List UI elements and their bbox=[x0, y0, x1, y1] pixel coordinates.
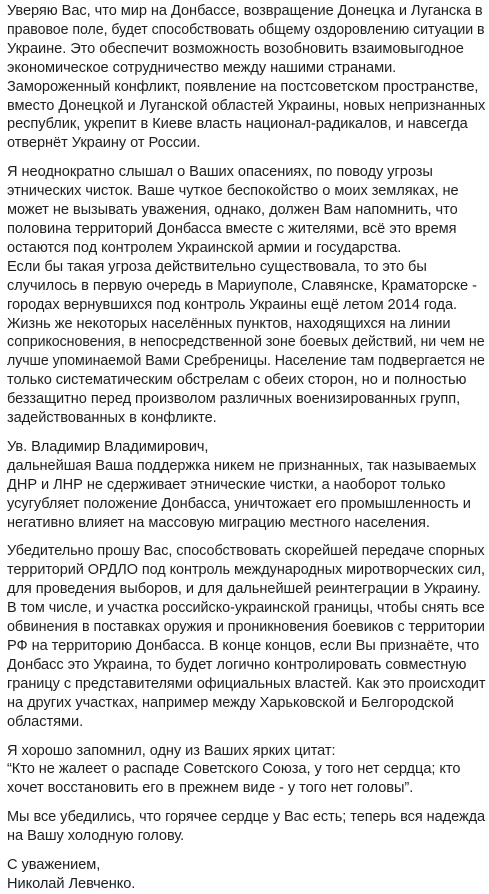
text-line: экономическое сотрудничество между нашими странами. bbox=[7, 59, 397, 76]
text-line: остаются под контролем Украинской армии и государства. bbox=[7, 239, 402, 256]
text-line: городах вернувшихся под контроль Украины ещё летом 2014 года. bbox=[7, 296, 458, 313]
text-line: лучше упоминаемой Вами Сребреницы. Население там подвергается не bbox=[7, 353, 485, 370]
text-line: случилось в первую очередь в Мариуполе, Славянске, Краматорске - bbox=[7, 277, 477, 294]
signature-name: Николай Левченко. bbox=[7, 875, 136, 892]
text-line: этнических чисток. Ваше чуткое беспокойство о моих земляках, не bbox=[7, 183, 459, 200]
text-line: Я хорошо запомнил, одну из Ваших ярких цитат: bbox=[7, 742, 336, 759]
text-line: В том числе, и участка российско-украинской границы, чтобы снять все bbox=[7, 600, 485, 617]
signature-greeting: С уважением, bbox=[7, 857, 101, 874]
text-line: правовое поле, будет способствовать общему оздоровлению ситуации в bbox=[7, 21, 485, 38]
text-line: территорий ОРДЛО под контроль международных миротворческих сил, bbox=[7, 562, 485, 579]
text-line: соприкосновения, в непосредственной зоне боевых действий, ни чем не bbox=[7, 334, 485, 351]
text-line: РФ на территорию Донбасса. В конце концов, если Вы признаёте, что bbox=[7, 638, 480, 654]
text-line: усугубляет положение Донбасса, уничтожает его промышленность и bbox=[7, 495, 471, 512]
text-line: отвернёт Украину от России. bbox=[7, 135, 201, 152]
text-line: Ув. Владимир Владимирович, bbox=[7, 438, 209, 455]
text-line: беззащитно перед произволом различных военизированных групп, bbox=[7, 391, 461, 408]
text-line: обвинения в поставках оружия и проникновения боевиков с территории bbox=[7, 619, 485, 636]
text-line: вместо Донецкой и Луганской областей Украины, новых непризнанных bbox=[7, 97, 486, 114]
text-line: на Вашу холодную голову. bbox=[7, 828, 185, 845]
paragraph-peace-donbass bbox=[7, 2, 485, 153]
text-line: Замороженный конфликт, появление на постсоветском пространстве, bbox=[7, 78, 479, 95]
text-line: Уверяю Вас, что мир на Донбассе, возвращение Донецка и Луганска в bbox=[7, 3, 483, 19]
text-line: “Кто не жалеет о распаде Советского Союза, у того нет сердца; кто bbox=[7, 761, 461, 778]
text-line: ДНР и ЛНР не сдерживает этнические чистки, а наоборот только bbox=[7, 476, 446, 493]
text-line: границу с представителями официальных властей. Как это происходит bbox=[7, 675, 486, 692]
text-line: хочет восстановить его в прежнем виде - у того нет головы”. bbox=[7, 780, 414, 797]
paragraph-request bbox=[7, 542, 485, 731]
text-line: Жизнь же некоторых населённых пунктов, находящихся на линии bbox=[7, 315, 451, 332]
text-line: негативно влияет на массовую миграцию местного населения. bbox=[7, 514, 430, 531]
text-line: только систематическим обстрелам с обеих сторон, но и полностью bbox=[7, 372, 467, 389]
text-line: для проведения выборов, и для дальнейшей реинтеграции в Украину. bbox=[7, 581, 481, 598]
text-line: Если бы такая угроза действительно существовала, то это бы bbox=[7, 258, 427, 275]
text-line: областями. bbox=[7, 713, 84, 730]
text-line: на других участках, например между Харьковской и Белгородской bbox=[7, 694, 454, 711]
text-line: Убедительно прошу Вас, способствовать скорейшей передаче спорных bbox=[7, 543, 485, 560]
text-line: Украине. Это обеспечит возможность возобновить взаимовыгодное bbox=[7, 40, 464, 57]
text-line: дальнейшая Ваша поддержка никем не признанных, так называемых bbox=[7, 457, 477, 474]
text-line: половина территорий Донбасса вместе с жителями, всё это время bbox=[7, 220, 457, 237]
paragraph-quote bbox=[7, 742, 485, 799]
text-line: Я неоднократно слышал о Ваших опасениях, по поводу угрозы bbox=[7, 164, 433, 181]
text-line: задействованных в конфликте. bbox=[7, 410, 217, 427]
text-line: Донбасс это Украина, то будет логично контролировать совместную bbox=[7, 656, 467, 673]
text-line: может не вызывать уважения, однако, должен Вам напомнить, что bbox=[7, 202, 458, 219]
paragraph-address bbox=[7, 438, 485, 533]
paragraph-ethnic-cleansing bbox=[7, 163, 485, 428]
text-line: Мы все убедились, что горячее сердце у Вас есть; теперь вся надежда bbox=[7, 809, 486, 826]
signature-block bbox=[7, 856, 485, 894]
text-line: республик, укрепит в Киеве власть национал-радикалов, и навсегда bbox=[7, 116, 468, 133]
paragraph-hope bbox=[7, 808, 485, 846]
letter-post bbox=[0, 2, 489, 892]
